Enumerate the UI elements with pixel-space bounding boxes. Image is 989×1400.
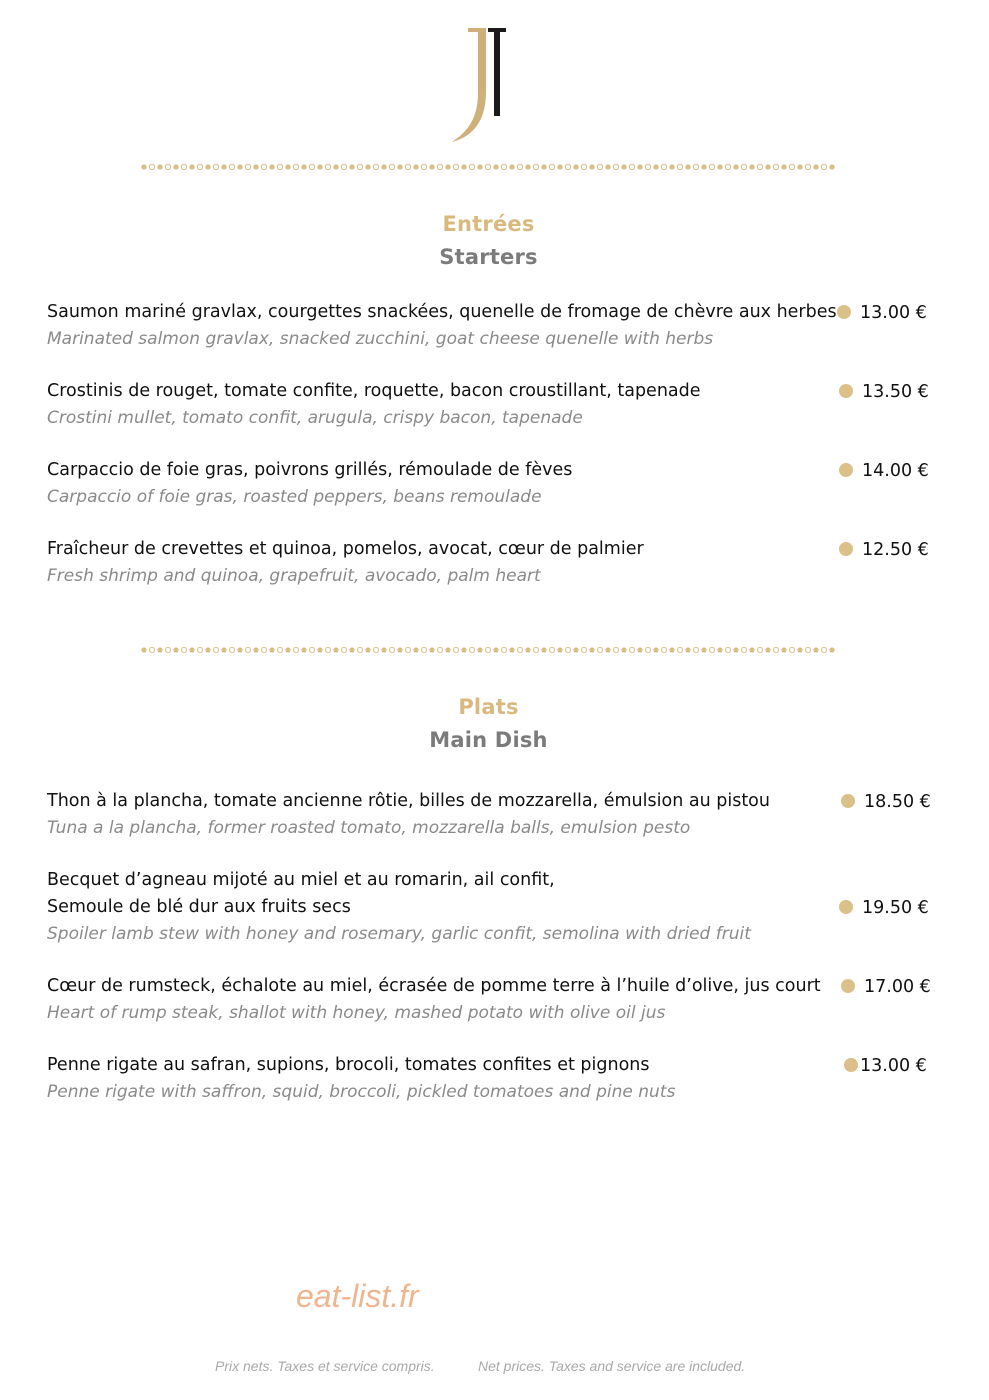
dish-name-en: Penne rigate with saffron, squid, broccoli, pickled tomatoes and pine nuts — [47, 1082, 676, 1102]
dish-name-fr: Becquet d’agneau mijoté au miel et au romarin, ail confit, — [47, 870, 555, 890]
mains-title-fr: Plats — [458, 695, 519, 719]
menu-item — [47, 457, 947, 511]
dish-name-fr: Fraîcheur de crevettes et quinoa, pomelos, avocat, cœur de palmier — [47, 539, 644, 559]
footer-note-fr: Prix nets. Taxes et service compris. — [215, 1358, 435, 1374]
menu-item — [47, 1052, 947, 1106]
price-label: 12.50 € — [839, 539, 929, 561]
bullet-dot-icon — [839, 900, 853, 914]
dish-name-fr: Cœur de rumsteck, échalote au miel, écrasée de pomme terre à l’huile d’olive, jus court — [47, 976, 821, 996]
dish-name-en: Marinated salmon gravlax, snacked zucchini, goat cheese quenelle with herbs — [47, 329, 714, 349]
menu-item — [47, 973, 947, 1027]
bullet-dot-icon — [839, 542, 853, 556]
bullet-dot-icon — [837, 305, 851, 319]
menu-item — [47, 536, 947, 590]
bullet-dot-icon — [844, 1058, 858, 1072]
dotted-divider — [140, 162, 835, 172]
price-label: 13.00 € — [844, 1055, 927, 1077]
mains-title-en: Main Dish — [429, 728, 548, 752]
bullet-dot-icon — [839, 463, 853, 477]
price-label: 13.50 € — [839, 381, 929, 403]
dish-name-en: Heart of rump steak, shallot with honey, mashed potato with olive oil jus — [47, 1003, 666, 1023]
footer-note-en: Net prices. Taxes and service are included. — [478, 1358, 746, 1374]
starters-title-en: Starters — [439, 245, 538, 269]
dish-name-fr: Thon à la plancha, tomate ancienne rôtie, billes de mozzarella, émulsion au pistou — [47, 791, 770, 811]
dish-name-fr: Saumon mariné gravlax, courgettes snackées, quenelle de fromage de chèvre aux herbes — [47, 302, 837, 322]
dotted-divider — [140, 645, 835, 655]
menu-item — [47, 788, 947, 842]
price-label: 13.00 € — [837, 302, 927, 324]
menu-item — [47, 299, 947, 353]
bullet-dot-icon — [839, 384, 853, 398]
starters-title-fr: Entrées — [442, 212, 535, 236]
bullet-dot-icon — [841, 794, 855, 808]
dish-name-fr-line2: Semoule de blé dur aux fruits secs — [47, 897, 351, 917]
dish-name-en: Fresh shrimp and quinoa, grapefruit, avocado, palm heart — [47, 566, 541, 586]
dish-name-en: Carpaccio of foie gras, roasted peppers, beans remoulade — [47, 487, 542, 507]
dish-name-en: Spoiler lamb stew with honey and rosemary, garlic confit, semolina with dried fruit — [47, 924, 751, 944]
dish-name-fr: Carpaccio de foie gras, poivrons grillés, rémoulade de fèves — [47, 460, 573, 480]
price-label: 19.50 € — [839, 897, 929, 919]
bullet-dot-icon — [841, 979, 855, 993]
dish-name-fr: Crostinis de rouget, tomate confite, roquette, bacon croustillant, tapenade — [47, 381, 701, 401]
price-label: 17.00 € — [841, 976, 931, 998]
watermark: eat-list.fr — [296, 1278, 419, 1314]
dish-name-en: Crostini mullet, tomato confit, arugula, crispy bacon, tapenade — [47, 408, 583, 428]
menu-item — [47, 378, 947, 432]
jj-monogram-icon — [440, 22, 520, 146]
dish-name-en: Tuna a la plancha, former roasted tomato, mozzarella balls, emulsion pesto — [47, 818, 691, 838]
price-label: 14.00 € — [839, 460, 929, 482]
menu-item — [47, 867, 947, 948]
dish-name-fr: Penne rigate au safran, supions, brocoli, tomates confites et pignons — [47, 1055, 650, 1075]
price-label: 18.50 € — [841, 791, 931, 813]
